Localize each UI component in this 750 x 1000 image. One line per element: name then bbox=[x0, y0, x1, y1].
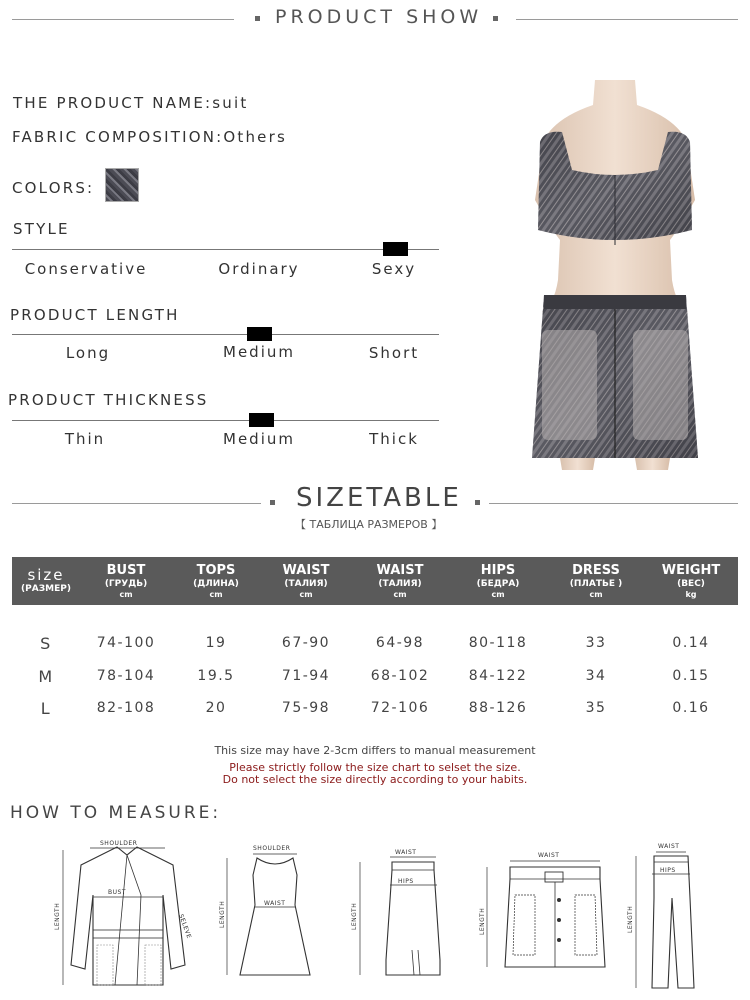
cell-tops: 19 bbox=[205, 635, 227, 651]
thickness-scale-line bbox=[12, 420, 439, 421]
cell-weight: 0.14 bbox=[672, 635, 710, 651]
header-hips-sub: (БЕДРА) bbox=[476, 578, 520, 589]
thickness-option-thick: Thick bbox=[369, 430, 419, 448]
table-row bbox=[12, 661, 738, 691]
jacket-sleeve-label: SELEVE bbox=[177, 913, 193, 940]
header-hips-main: HIPS bbox=[480, 562, 516, 578]
thickness-option-thin: Thin bbox=[64, 430, 106, 448]
header-bust bbox=[80, 557, 172, 605]
thickness-option-medium: Medium bbox=[223, 430, 295, 448]
cell-dress: 34 bbox=[585, 668, 607, 684]
sizetable-square-left bbox=[270, 500, 275, 505]
size-table bbox=[12, 557, 738, 725]
sizetable-line-left bbox=[12, 503, 261, 504]
header-dress-unit: cm bbox=[589, 589, 603, 599]
product-name-label: THE PRODUCT NAME: bbox=[13, 94, 213, 112]
fabric-composition bbox=[12, 128, 287, 146]
jacket-bust-label: BUST bbox=[108, 889, 126, 896]
cell-bust: 82-108 bbox=[96, 700, 156, 716]
cell-waist-2: 72-106 bbox=[370, 700, 430, 716]
header-waist-1-unit: cm bbox=[299, 589, 313, 599]
size-table-header-row bbox=[12, 557, 738, 605]
color-swatch[interactable] bbox=[105, 168, 139, 202]
style-title: STYLE bbox=[13, 220, 70, 238]
header-size-sub: (РАЗМЕР) bbox=[21, 583, 71, 594]
header-weight bbox=[644, 557, 738, 605]
skirt-diagram bbox=[340, 840, 450, 990]
style-option-sexy: Sexy bbox=[371, 260, 417, 278]
header-square-right bbox=[493, 16, 498, 21]
cell-bust: 78-104 bbox=[96, 668, 156, 684]
style-scale-line bbox=[12, 249, 439, 250]
length-option-short: Short bbox=[368, 344, 420, 362]
page-title: PRODUCT SHOW bbox=[275, 6, 483, 28]
header-waist-1-main: WAIST bbox=[282, 562, 330, 578]
note-habits: Do not select the size directly according to your habits. bbox=[222, 773, 528, 786]
product-photo bbox=[500, 80, 730, 470]
cell-waist-1: 71-94 bbox=[281, 668, 331, 684]
header-line-right bbox=[516, 19, 738, 20]
sizetable-square-right bbox=[475, 500, 480, 505]
cell-dress: 35 bbox=[585, 700, 607, 716]
how-to-measure-title: HOW TO MEASURE: bbox=[10, 803, 222, 823]
header-line-left bbox=[12, 19, 234, 20]
table-row bbox=[12, 605, 738, 661]
jacket-length-label: LENGTH bbox=[54, 902, 61, 930]
header-tops bbox=[172, 557, 260, 605]
dress-diagram bbox=[215, 840, 315, 990]
header-waist-2 bbox=[352, 557, 448, 605]
header-waist-1-sub: (ТАЛИЯ) bbox=[284, 578, 328, 589]
cell-waist-1: 67-90 bbox=[281, 635, 331, 651]
cell-hips: 88-126 bbox=[468, 700, 528, 716]
cell-bust: 74-100 bbox=[96, 635, 156, 651]
colors-label: COLORS: bbox=[12, 179, 95, 197]
shorts-waist-label: WAIST bbox=[538, 852, 560, 859]
header-hips bbox=[448, 557, 548, 605]
header-tops-main: TOPS bbox=[196, 562, 236, 578]
header-size-main: size bbox=[27, 565, 65, 584]
header-dress-main: DRESS bbox=[572, 562, 620, 578]
sizetable-subtitle: 【 ТАБЛИЦА РАЗМЕРОВ 】 bbox=[295, 518, 443, 531]
cell-tops: 19.5 bbox=[197, 668, 235, 684]
cell-size: L bbox=[40, 698, 52, 718]
header-weight-unit: kg bbox=[685, 589, 697, 599]
length-title: PRODUCT LENGTH bbox=[10, 306, 180, 324]
style-marker bbox=[383, 242, 408, 256]
cell-size: S bbox=[40, 633, 52, 653]
table-row bbox=[12, 691, 738, 725]
header-size bbox=[12, 557, 80, 605]
cell-dress: 33 bbox=[585, 635, 607, 651]
product-name bbox=[13, 94, 248, 112]
length-option-medium: Medium bbox=[223, 343, 295, 361]
product-name-value: suit bbox=[212, 94, 249, 112]
header-bust-main: BUST bbox=[106, 562, 146, 578]
cell-waist-1: 75-98 bbox=[281, 700, 331, 716]
cell-weight: 0.16 bbox=[672, 700, 710, 716]
sizetable-title: SIZETABLE bbox=[296, 483, 462, 513]
header-tops-unit: cm bbox=[209, 589, 223, 599]
dress-length-label: LENGTH bbox=[219, 900, 226, 928]
shorts-diagram bbox=[475, 845, 610, 975]
header-waist-2-main: WAIST bbox=[376, 562, 424, 578]
jacket-shoulder-label: SHOULDER bbox=[100, 840, 138, 847]
pants-hips-label: HIPS bbox=[660, 867, 676, 874]
header-weight-sub: (ВЕС) bbox=[677, 578, 705, 589]
pants-diagram bbox=[620, 838, 740, 996]
cell-size: M bbox=[38, 666, 54, 686]
dress-shoulder-label: SHOULDER bbox=[253, 845, 291, 852]
fabric-value: Others bbox=[223, 128, 287, 146]
skirt-hips-label: HIPS bbox=[398, 878, 414, 885]
header-dress bbox=[548, 557, 644, 605]
pants-length-label: LENGTH bbox=[627, 905, 634, 933]
cell-waist-2: 68-102 bbox=[370, 668, 430, 684]
note-follow-chart: Please strictly follow the size chart to selset the size. bbox=[229, 761, 521, 774]
length-option-long: Long bbox=[65, 344, 111, 362]
length-scale-line bbox=[12, 334, 439, 335]
header-hips-unit: cm bbox=[491, 589, 505, 599]
cell-waist-2: 64-98 bbox=[375, 635, 425, 651]
jacket-diagram bbox=[45, 835, 205, 995]
dress-waist-label: WAIST bbox=[264, 900, 286, 907]
header-tops-sub: (ДЛИНА) bbox=[193, 578, 239, 589]
header-square-left bbox=[255, 16, 260, 21]
header-bust-unit: cm bbox=[119, 589, 133, 599]
header-bust-sub: (ГРУДЬ) bbox=[104, 578, 148, 589]
sizetable-line-right bbox=[489, 503, 738, 504]
style-option-conservative: Conservative bbox=[24, 260, 148, 278]
cell-hips: 84-122 bbox=[468, 668, 528, 684]
note-measurement: This size may have 2-3cm differs to manual measurement bbox=[214, 744, 536, 757]
skirt-waist-label: WAIST bbox=[395, 849, 417, 856]
shorts-length-label: LENGTH bbox=[479, 907, 486, 935]
skirt-length-label: LENGTH bbox=[351, 902, 358, 930]
fabric-label: FABRIC COMPOSITION: bbox=[12, 128, 224, 146]
thickness-marker bbox=[249, 413, 274, 427]
thickness-title: PRODUCT THICKNESS bbox=[8, 391, 209, 409]
length-marker bbox=[247, 327, 272, 341]
style-option-ordinary: Ordinary bbox=[218, 260, 300, 278]
cell-weight: 0.15 bbox=[672, 668, 710, 684]
header-weight-main: WEIGHT bbox=[661, 562, 721, 578]
cell-hips: 80-118 bbox=[468, 635, 528, 651]
header-waist-2-unit: cm bbox=[393, 589, 407, 599]
pants-waist-label: WAIST bbox=[658, 843, 680, 850]
cell-tops: 20 bbox=[205, 700, 227, 716]
header-waist-2-sub: (ТАЛИЯ) bbox=[378, 578, 422, 589]
header-dress-sub: (ПЛАТЬЕ ) bbox=[569, 578, 623, 589]
header-waist-1 bbox=[260, 557, 352, 605]
